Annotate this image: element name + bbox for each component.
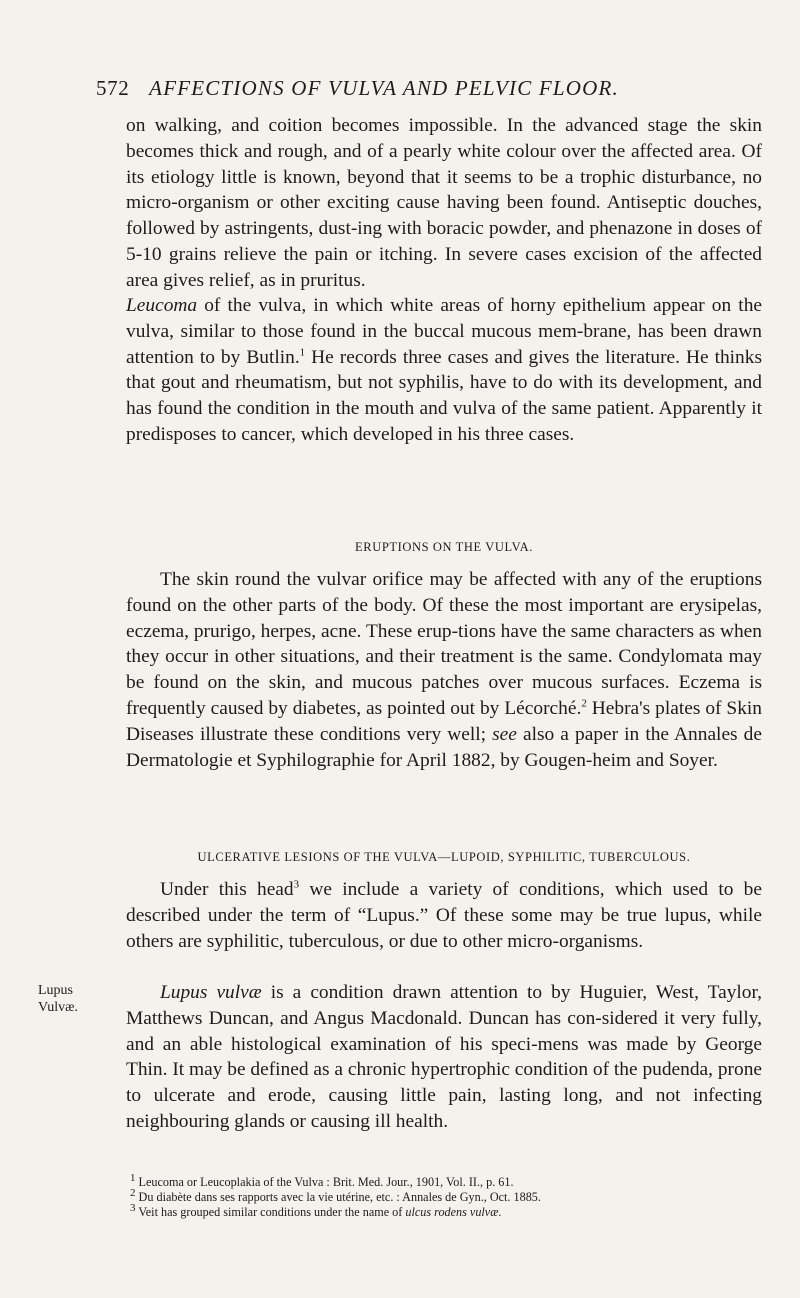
paragraph-1-text: on walking, and coition becomes impossible. In the advanced stage the skin becomes thick and rough, and of a pearly white colour over the affected area. Of its etiology little is known, beyond that it seems to be a trophic disturbance, no micro-organism or other exciting cause having been found. Antiseptic douches, followed by astringents, dust-ing with boracic powder, and phenazone in doses of 5-10 grains relieve the pain or itching. In severe cases excision of the affected area gives relief, as in pruritus. (126, 115, 762, 291)
section-heading-ulcerative: ULCERATIVE LESIONS OF THE VULVA—LUPOID, SYPHILITIC, TUBERCULOUS. (197, 850, 691, 864)
paragraph-3-part-c: also a paper in the Annales de Dermatologie et Syphilographie for April 1882, by Gougen-heim and Soyer. (126, 723, 762, 771)
paragraph-2-part-b: He records three cases and gives the literature. He thinks that gout and rheumatism, but not syphilis, have to do with its development, and has found the condition in the mouth and vulva of the same patient. Apparently it predisposes to cancer, which developed in his three cases. (126, 346, 762, 445)
running-header (96, 76, 796, 101)
margin-note-line-1: Lupus (38, 983, 73, 998)
footnotes (126, 1171, 766, 1220)
footnote-1-text: Leucoma or Leucoplakia of the Vulva : Brit. Med. Jour., 1901, Vol. II., p. 61. (138, 1175, 514, 1189)
paragraph-5 (126, 980, 762, 1135)
paragraph-5-text (126, 980, 762, 1135)
paragraph-3-part-b: Hebra's plates of Skin Diseases illustrate these conditions very well; (126, 697, 762, 745)
paragraph-2 (126, 293, 762, 448)
footnote-2 (126, 1186, 766, 1205)
paragraph-2-text (126, 293, 762, 448)
margin-note-lupus-vulvae (38, 982, 118, 1016)
term-lupus-vulvae: Lupus vulvæ (160, 982, 262, 1003)
footnote-1 (126, 1171, 766, 1190)
paragraph-4-part-b: we include a variety of conditions, which used to be described under the term of “Lupus.” Of these some may be true lupus, while others are syphilitic, tuberculous, or due to other micro-organisms. (126, 879, 762, 952)
footnote-ref-3: 3 (293, 878, 300, 891)
margin-note-line-2: Vulvæ. (38, 1000, 78, 1015)
see-italic: see (492, 723, 517, 745)
paragraph-5-part: is a condition drawn attention to by Huguier, West, Taylor, Matthews Duncan, and Angus Macdonald. Duncan has con-sidered it very fully, and an able histological examination of his speci-mens was made by George Thin. It may be defined as a chronic hypertrophic condition of the pudenda, prone to ulcerate and erode, causing little pain, lasting long, and not infecting neighbouring glands or causing ill health. (126, 982, 762, 1132)
paragraph-1 (126, 113, 762, 294)
paragraph-4 (126, 877, 762, 954)
term-leucoma: Leucoma (126, 295, 198, 316)
paragraph-4-part-a: Under this head (160, 879, 294, 900)
paragraph-3-part-a: The skin round the vulvar orifice may be affected with any of the eruptions found on the other parts of the body. Of these the most important are erysipelas, eczema, prurigo, herpes, acne. These erup-tions have the same characters as when they occur in other situations, and their treatment is the same. Condylomata may be found on the skin, and mucous patches over mucous surfaces. Eczema is frequently caused by diabetes, as pointed out by Lécorché. (126, 569, 762, 719)
paragraph-4-text (126, 877, 762, 954)
footnote-2-text: Du diabète dans ses rapports avec la vie utérine, etc. : Annales de Gyn., Oct. 1885. (138, 1190, 541, 1204)
footnote-3-mark: 3 (130, 1201, 136, 1214)
footnote-3-text-b: . (498, 1205, 502, 1219)
footnote-1-mark: 1 (130, 1171, 136, 1184)
footnote-3-text-a: Veit has grouped similar conditions under the name of (138, 1205, 406, 1219)
footnote-ref-2: 2 (581, 697, 587, 710)
footnote-ref-1: 1 (299, 346, 306, 359)
paragraph-3-text (126, 567, 762, 773)
paragraph-3 (126, 567, 762, 773)
footnote-3 (126, 1201, 766, 1220)
section-heading-eruptions: ERUPTIONS ON THE VULVA. (355, 540, 533, 554)
footnote-3-italic: ulcus rodens vulvæ (405, 1205, 499, 1219)
page-number: 572 (96, 76, 130, 100)
paragraph-2-part-a: of the vulva, in which white areas of horny epithelium appear on the vulva, similar to those found in the buccal mucous mem-brane, has been drawn attention to by Butlin. (126, 295, 762, 368)
footnote-2-mark: 2 (130, 1186, 136, 1199)
running-title: AFFECTIONS OF VULVA AND PELVIC FLOOR. (149, 76, 620, 100)
